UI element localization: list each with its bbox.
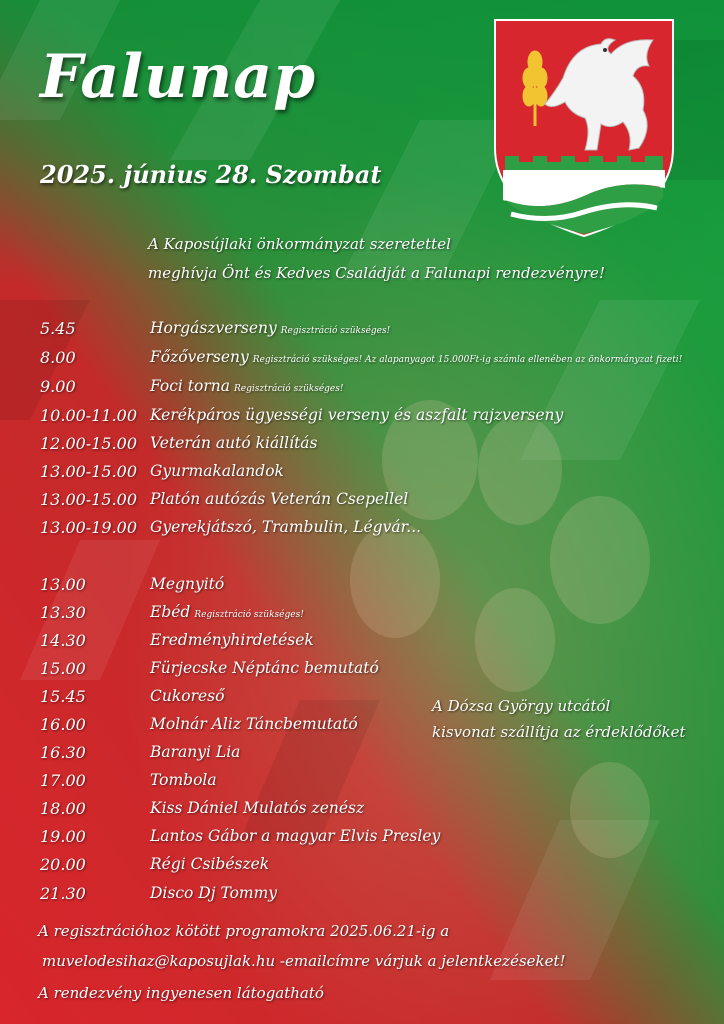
schedule-event: Molnár Aliz Táncbemutató xyxy=(150,715,358,733)
schedule-event: Kiss Dániel Mulatós zenész xyxy=(150,799,365,817)
schedule-event: Régi Csibészek xyxy=(150,855,270,873)
schedule-row xyxy=(0,659,724,685)
schedule-row xyxy=(0,771,724,797)
schedule-event: Foci torna xyxy=(150,377,230,395)
schedule-event: Horgászverseny xyxy=(150,319,277,337)
schedule-time: 13.00 xyxy=(40,575,86,594)
schedule-time: 16.00 xyxy=(40,715,86,734)
schedule-row xyxy=(0,348,724,374)
schedule-event: Baranyi Lia xyxy=(150,743,241,761)
schedule-row xyxy=(0,406,724,432)
train-note-line: A Dózsa György utcától xyxy=(432,697,611,715)
footer-free-entry: A rendezvény ingyenesen látogatható xyxy=(38,984,324,1002)
schedule-time: 19.00 xyxy=(40,827,86,846)
schedule-event: Eredményhirdetések xyxy=(150,631,314,649)
schedule-time: 13.00-15.00 xyxy=(40,462,138,481)
schedule-row xyxy=(0,462,724,488)
train-note xyxy=(432,693,686,745)
schedule-row xyxy=(0,377,724,403)
schedule-event: Veterán autó kiállítás xyxy=(150,434,318,452)
schedule-time: 17.00 xyxy=(40,771,86,790)
schedule-note: Regisztráció szükséges! xyxy=(234,384,344,394)
schedule-row xyxy=(0,575,724,601)
footer-email: muvelodesihaz@kaposujlak.hu -emailcímre várjuk a jelentkezéseket! xyxy=(42,952,566,970)
schedule-event: Ebéd xyxy=(150,603,191,621)
schedule-event: Cukoreső xyxy=(150,687,225,705)
schedule-row xyxy=(0,884,724,910)
invitation-line: A Kaposújlaki önkormányzat szeretettel xyxy=(148,235,451,253)
schedule-event: Főzőverseny xyxy=(150,348,249,366)
schedule-time: 21.30 xyxy=(40,884,86,903)
schedule-time: 10.00-11.00 xyxy=(40,406,138,425)
footer-registration: A regisztrációhoz kötött programokra 2025.06.21-ig a xyxy=(38,922,450,940)
schedule-time: 18.00 xyxy=(40,799,86,818)
schedule-time: 13.00-19.00 xyxy=(40,518,138,537)
schedule-note: Regisztráció szükséges! Az alapanyagot 15.000Ft-ig számla ellenében az önkormányzat fizeti! xyxy=(252,355,683,365)
schedule-row xyxy=(0,434,724,460)
schedule-time: 5.45 xyxy=(40,319,76,338)
schedule-row xyxy=(0,855,724,881)
schedule-time: 13.30 xyxy=(40,603,86,622)
schedule-event: Tombola xyxy=(150,771,217,789)
schedule-note: Regisztráció szükséges! xyxy=(194,610,304,620)
schedule-row xyxy=(0,631,724,657)
schedule-event: Megnyitó xyxy=(150,575,225,593)
coat-of-arms xyxy=(493,18,675,238)
schedule-note: Regisztráció szükséges! xyxy=(280,326,391,336)
schedule-time: 15.45 xyxy=(40,687,86,706)
poster-title: Falunap xyxy=(40,42,317,112)
invitation-text xyxy=(148,230,605,288)
schedule-row xyxy=(0,799,724,825)
schedule-time: 8.00 xyxy=(40,348,76,367)
schedule-event: Gyurmakalandok xyxy=(150,462,284,480)
schedule-event: Disco Dj Tommy xyxy=(150,884,278,902)
schedule-event: Platón autózás Veterán Csepellel xyxy=(150,490,409,508)
schedule-row xyxy=(0,827,724,853)
schedule-time: 13.00-15.00 xyxy=(40,490,138,509)
invitation-line: meghívja Önt és Kedves Családját a Falunapi rendezvényre! xyxy=(148,264,605,282)
schedule-row xyxy=(0,603,724,629)
schedule-time: 15.00 xyxy=(40,659,86,678)
schedule-row xyxy=(0,319,724,345)
schedule-event: Fürjecske Néptánc bemutató xyxy=(150,659,379,677)
schedule-event: Kerékpáros ügyességi verseny és aszfalt rajzverseny xyxy=(150,406,564,424)
schedule-event: Lantos Gábor a magyar Elvis Presley xyxy=(150,827,441,845)
schedule-event: Gyerekjátszó, Trambulin, Légvár... xyxy=(150,518,422,536)
schedule-row xyxy=(0,518,724,544)
event-date: 2025. június 28. Szombat xyxy=(40,160,382,189)
schedule-time: 9.00 xyxy=(40,377,76,396)
schedule-time: 12.00-15.00 xyxy=(40,434,138,453)
schedule-time: 16.30 xyxy=(40,743,86,762)
schedule-time: 20.00 xyxy=(40,855,86,874)
schedule-row xyxy=(0,490,724,516)
schedule-row xyxy=(0,743,724,769)
train-note-line: kisvonat szállítja az érdeklődőket xyxy=(432,723,686,741)
schedule-time: 14.30 xyxy=(40,631,86,650)
